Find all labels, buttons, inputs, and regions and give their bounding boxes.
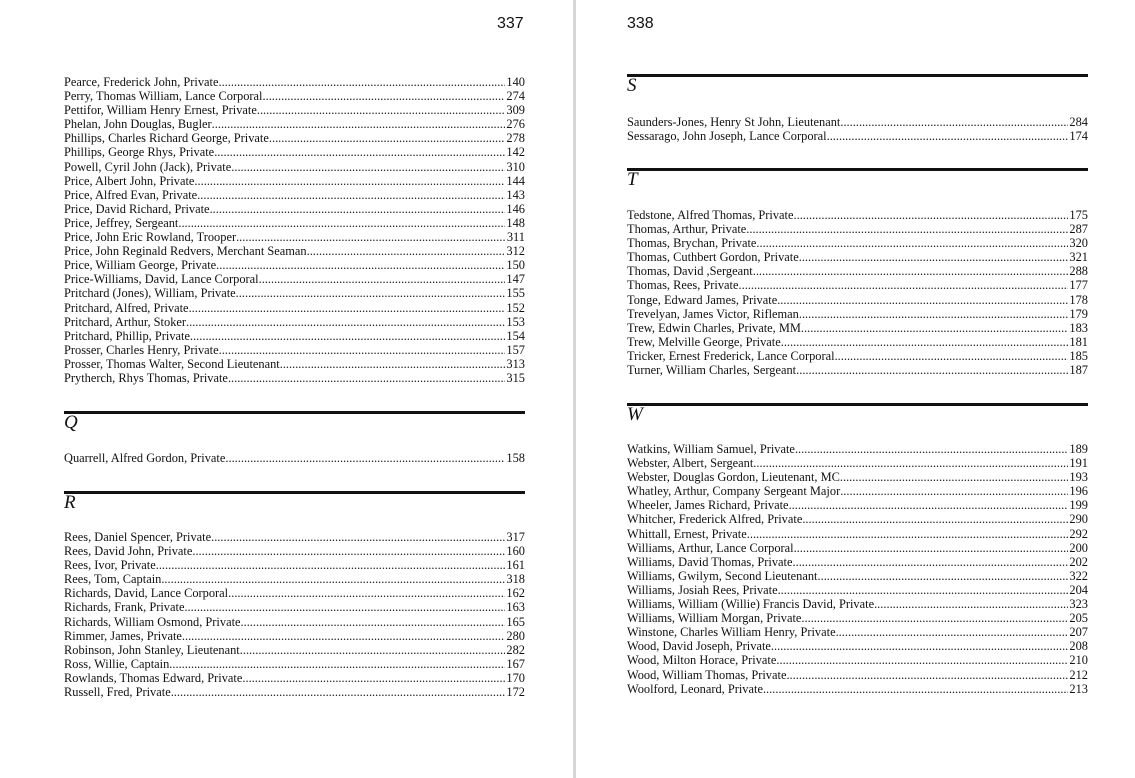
entry-page-number: 320 xyxy=(1069,236,1088,251)
entry-page-number: 318 xyxy=(506,572,525,587)
page-number: 337 xyxy=(497,15,524,32)
entry-page-number: 170 xyxy=(506,670,525,685)
entry-page-number: 315 xyxy=(506,370,525,385)
entry-page-number: 200 xyxy=(1069,540,1088,555)
dot-leader xyxy=(178,216,505,230)
dot-leader xyxy=(190,329,505,343)
dot-leader xyxy=(307,244,506,258)
section-rule-r xyxy=(64,491,525,494)
index-entry xyxy=(64,544,525,558)
index-entry xyxy=(627,264,1088,278)
index-entry xyxy=(627,349,1088,363)
entry-page-number: 317 xyxy=(506,530,525,544)
entry-name: Williams, Josiah Rees, Private xyxy=(627,582,778,597)
entry-name: Williams, Gwilym, Second Lieutenant xyxy=(627,568,818,583)
entry-page-number: 278 xyxy=(506,131,525,146)
entry-name: Price, Albert John, Private xyxy=(64,173,195,188)
section-letter-s: S xyxy=(627,75,637,96)
entry-page-number: 165 xyxy=(506,614,525,629)
index-list-q xyxy=(64,451,525,465)
dot-leader xyxy=(781,335,1069,349)
entry-page-number: 174 xyxy=(1069,129,1088,144)
entry-page-number: 172 xyxy=(506,685,525,700)
dot-leader xyxy=(827,129,1069,143)
entry-page-number: 274 xyxy=(506,89,525,104)
index-entry xyxy=(64,286,525,300)
index-entry xyxy=(627,597,1088,611)
index-entry xyxy=(64,230,525,244)
index-entry xyxy=(64,643,525,657)
dot-leader xyxy=(257,103,506,117)
index-entry xyxy=(627,293,1088,307)
page-number: 338 xyxy=(627,15,654,32)
dot-leader xyxy=(746,222,1068,236)
index-entry xyxy=(64,530,525,544)
index-entry xyxy=(627,250,1088,264)
dot-leader xyxy=(182,629,506,643)
entry-page-number: 323 xyxy=(1069,597,1088,612)
entry-name: Wood, David Joseph, Private xyxy=(627,639,771,654)
dot-leader xyxy=(263,89,506,103)
entry-page-number: 202 xyxy=(1069,554,1088,569)
dot-leader xyxy=(840,484,1068,498)
index-entry xyxy=(64,103,525,117)
entry-page-number: 144 xyxy=(506,173,525,188)
index-entry xyxy=(627,363,1088,377)
index-entry xyxy=(627,541,1088,555)
dot-leader xyxy=(225,451,505,465)
index-entry xyxy=(627,129,1088,143)
index-entry xyxy=(627,208,1088,222)
dot-leader xyxy=(231,160,505,174)
dot-leader xyxy=(836,625,1069,639)
entry-page-number: 276 xyxy=(506,117,525,132)
index-entry xyxy=(64,558,525,572)
dot-leader xyxy=(818,569,1069,583)
entry-name: Price, John Reginald Redvers, Merchant Seaman xyxy=(64,244,307,259)
dot-leader xyxy=(753,264,1069,278)
entry-page-number: 208 xyxy=(1069,639,1088,654)
entry-page-number: 158 xyxy=(506,451,525,465)
entry-name: Thomas, Rees, Private xyxy=(627,278,739,293)
dot-leader xyxy=(156,558,506,572)
index-entry xyxy=(64,586,525,600)
dot-leader xyxy=(184,600,505,614)
entry-name: Rees, Tom, Captain xyxy=(64,572,162,587)
entry-name: Sessarago, John Joseph, Lance Corporal xyxy=(627,129,827,144)
entry-page-number: 152 xyxy=(506,300,525,315)
dot-leader xyxy=(259,272,506,286)
dot-leader xyxy=(789,498,1069,512)
entry-page-number: 193 xyxy=(1069,470,1088,485)
entry-name: Rimmer, James, Private xyxy=(64,628,182,643)
dot-leader xyxy=(756,236,1068,250)
entry-name: Pritchard, Phillip, Private xyxy=(64,328,190,343)
index-entry xyxy=(64,202,525,216)
entry-page-number: 205 xyxy=(1069,611,1088,626)
index-entry xyxy=(64,343,525,357)
index-entry xyxy=(627,625,1088,639)
entry-page-number: 292 xyxy=(1069,526,1088,541)
dot-leader xyxy=(194,174,505,188)
entry-page-number: 310 xyxy=(506,159,525,174)
index-entry xyxy=(627,335,1088,349)
entry-page-number: 150 xyxy=(506,258,525,273)
entry-page-number: 189 xyxy=(1069,442,1088,456)
entry-name: Prosser, Charles Henry, Private xyxy=(64,342,219,357)
dot-leader xyxy=(242,671,505,685)
index-entry xyxy=(627,456,1088,470)
index-entry xyxy=(64,117,525,131)
dot-leader xyxy=(212,117,506,131)
dot-leader xyxy=(771,639,1069,653)
section-rule-t xyxy=(627,168,1088,171)
entry-name: Thomas, David ,Sergeant xyxy=(627,264,753,279)
entry-name: Saunders-Jones, Henry St John, Lieutenant xyxy=(627,115,841,129)
dot-leader xyxy=(778,583,1069,597)
dot-leader xyxy=(280,357,506,371)
entry-name: Phillips, George Rhys, Private xyxy=(64,145,215,160)
entry-name: Rowlands, Thomas Edward, Private xyxy=(64,670,243,685)
index-entry xyxy=(627,278,1088,292)
entry-name: Rees, Daniel Spencer, Private xyxy=(64,530,212,544)
dot-leader xyxy=(169,657,505,671)
index-entry xyxy=(64,272,525,286)
index-entry xyxy=(64,301,525,315)
entry-name: Perry, Thomas William, Lance Corporal xyxy=(64,89,263,104)
entry-name: Williams, Arthur, Lance Corporal xyxy=(627,540,794,555)
dot-leader xyxy=(219,343,506,357)
index-entry xyxy=(64,657,525,671)
entry-name: Rees, David John, Private xyxy=(64,544,193,559)
dot-leader xyxy=(739,278,1069,292)
dot-leader xyxy=(795,442,1068,456)
entry-name: Watkins, William Samuel, Private xyxy=(627,442,795,456)
index-entry xyxy=(627,321,1088,335)
dot-leader xyxy=(801,321,1068,335)
entry-page-number: 154 xyxy=(506,328,525,343)
entry-name: Pritchard (Jones), William, Private xyxy=(64,286,236,301)
dot-leader xyxy=(241,615,506,629)
index-entry xyxy=(64,174,525,188)
entry-page-number: 162 xyxy=(506,586,525,601)
entry-page-number: 282 xyxy=(506,642,525,657)
entry-page-number: 183 xyxy=(1069,320,1088,335)
dot-leader xyxy=(794,208,1069,222)
entry-name: Pearce, Frederick John, Private xyxy=(64,75,219,89)
entry-page-number: 140 xyxy=(506,75,525,89)
entry-name: Williams, William (Willie) Francis David, Private xyxy=(627,597,875,612)
entry-name: Trew, Edwin Charles, Private, MM xyxy=(627,320,801,335)
entry-name: Wood, William Thomas, Private xyxy=(627,667,787,682)
entry-page-number: 153 xyxy=(506,314,525,329)
index-entry xyxy=(627,569,1088,583)
dot-leader xyxy=(802,512,1068,526)
entry-page-number: 187 xyxy=(1069,363,1088,378)
entry-name: Prosser, Thomas Walter, Second Lieutenant xyxy=(64,356,280,371)
entry-page-number: 175 xyxy=(1069,208,1088,222)
entry-name: Pritchard, Arthur, Stoker xyxy=(64,314,187,329)
dot-leader xyxy=(786,668,1068,682)
section-letter-w: W xyxy=(627,404,643,425)
entry-name: Price, David Richard, Private xyxy=(64,201,210,216)
entry-name: Richards, Frank, Private xyxy=(64,600,185,615)
index-entry xyxy=(64,188,525,202)
index-entry xyxy=(64,685,525,699)
index-entry xyxy=(64,615,525,629)
entry-name: Webster, Douglas Gordon, Lieutenant, MC xyxy=(627,470,840,485)
section-letter-q: Q xyxy=(64,412,78,433)
entry-name: Robinson, John Stanley, Lieutenant xyxy=(64,642,240,657)
entry-name: Richards, William Osmond, Private xyxy=(64,614,241,629)
index-entry xyxy=(627,442,1088,456)
entry-name: Whittall, Ernest, Private xyxy=(627,526,747,541)
index-list-s xyxy=(627,115,1088,143)
section-letter-t: T xyxy=(627,169,638,190)
section-letter-r: R xyxy=(64,492,76,513)
dot-leader xyxy=(776,653,1068,667)
index-entry xyxy=(627,498,1088,512)
entry-name: Winstone, Charles William Henry, Private xyxy=(627,625,836,640)
entry-name: Pettifor, William Henry Ernest, Private xyxy=(64,103,257,118)
dot-leader xyxy=(796,363,1068,377)
entry-name: Rees, Ivor, Private xyxy=(64,558,156,573)
entry-page-number: 191 xyxy=(1069,456,1088,471)
entry-page-number: 210 xyxy=(1069,653,1088,668)
entry-name: Powell, Cyril John (Jack), Private xyxy=(64,159,232,174)
index-entry xyxy=(64,75,525,89)
index-entry xyxy=(627,583,1088,597)
entry-name: Tricker, Ernest Frederick, Lance Corporal xyxy=(627,348,835,363)
index-list-r xyxy=(64,530,525,699)
entry-page-number: 280 xyxy=(506,628,525,643)
dot-leader xyxy=(240,643,506,657)
index-entry xyxy=(64,131,525,145)
dot-leader xyxy=(236,286,506,300)
dot-leader xyxy=(793,555,1069,569)
dot-leader xyxy=(192,544,505,558)
dot-leader xyxy=(269,131,506,145)
entry-page-number: 161 xyxy=(506,558,525,573)
entry-page-number: 148 xyxy=(506,215,525,230)
index-entry xyxy=(627,682,1088,696)
index-entry xyxy=(627,307,1088,321)
entry-page-number: 155 xyxy=(506,286,525,301)
entry-page-number: 322 xyxy=(1069,568,1088,583)
entry-page-number: 185 xyxy=(1069,348,1088,363)
index-entry xyxy=(627,527,1088,541)
entry-name: Williams, William Morgan, Private xyxy=(627,611,802,626)
entry-name: Thomas, Brychan, Private xyxy=(627,236,757,251)
entry-page-number: 321 xyxy=(1069,250,1088,265)
entry-page-number: 213 xyxy=(1069,681,1088,696)
index-entry xyxy=(627,555,1088,569)
entry-name: Price, William George, Private xyxy=(64,258,217,273)
entry-name: Wood, Milton Horace, Private xyxy=(627,653,777,668)
dot-leader xyxy=(747,527,1069,541)
entry-page-number: 204 xyxy=(1069,582,1088,597)
entry-name: Price-Williams, David, Lance Corporal xyxy=(64,272,259,287)
dot-leader xyxy=(753,456,1068,470)
entry-name: Wheeler, James Richard, Private xyxy=(627,498,789,513)
dot-leader xyxy=(799,307,1069,321)
entry-name: Price, John Eric Rowland, Trooper xyxy=(64,230,237,245)
entry-page-number: 212 xyxy=(1069,667,1088,682)
entry-page-number: 311 xyxy=(506,230,525,245)
entry-page-number: 309 xyxy=(506,103,525,118)
entry-name: Webster, Albert, Sergeant xyxy=(627,456,754,471)
dot-leader xyxy=(874,597,1068,611)
index-entry xyxy=(64,160,525,174)
dot-leader xyxy=(210,202,506,216)
entry-page-number: 313 xyxy=(506,356,525,371)
dot-leader xyxy=(840,115,1068,129)
index-entry xyxy=(627,484,1088,498)
dot-leader xyxy=(835,349,1069,363)
index-entry xyxy=(64,329,525,343)
entry-name: Prytherch, Rhys Thomas, Private xyxy=(64,370,228,385)
dot-leader xyxy=(189,301,506,315)
entry-page-number: 312 xyxy=(506,244,525,259)
index-entry xyxy=(64,357,525,371)
entry-page-number: 160 xyxy=(506,544,525,559)
entry-name: Russell, Fred, Private xyxy=(64,685,171,700)
entry-page-number: 287 xyxy=(1069,222,1088,237)
index-list-p xyxy=(64,75,525,385)
entry-name: Whitcher, Frederick Alfred, Private xyxy=(627,512,803,527)
index-entry xyxy=(64,315,525,329)
entry-page-number: 142 xyxy=(506,145,525,160)
entry-name: Thomas, Cuthbert Gordon, Private xyxy=(627,250,799,265)
entry-name: Williams, David Thomas, Private xyxy=(627,554,793,569)
entry-page-number: 167 xyxy=(506,656,525,671)
index-entry xyxy=(64,371,525,385)
index-list-w xyxy=(627,442,1088,696)
index-entry xyxy=(627,470,1088,484)
index-entry xyxy=(627,115,1088,129)
index-entry xyxy=(64,451,525,465)
entry-name: Phelan, John Douglas, Bugler xyxy=(64,117,212,132)
index-entry xyxy=(64,671,525,685)
entry-name: Turner, William Charles, Sergeant xyxy=(627,363,797,378)
entry-page-number: 147 xyxy=(506,272,525,287)
entry-name: Tedstone, Alfred Thomas, Private xyxy=(627,208,794,222)
index-entry xyxy=(627,653,1088,667)
entry-name: Whatley, Arthur, Company Sergeant Major xyxy=(627,484,841,499)
dot-leader xyxy=(218,75,505,89)
index-entry xyxy=(627,236,1088,250)
entry-name: Quarrell, Alfred Gordon, Private xyxy=(64,451,226,465)
index-entry xyxy=(64,600,525,614)
entry-page-number: 146 xyxy=(506,201,525,216)
dot-leader xyxy=(799,250,1069,264)
entry-page-number: 163 xyxy=(506,600,525,615)
dot-leader xyxy=(161,572,505,586)
entry-page-number: 179 xyxy=(1069,306,1088,321)
entry-page-number: 157 xyxy=(506,342,525,357)
dot-leader xyxy=(228,586,505,600)
entry-page-number: 284 xyxy=(1069,115,1088,129)
index-entry xyxy=(627,611,1088,625)
index-entry xyxy=(627,222,1088,236)
dot-leader xyxy=(197,188,505,202)
entry-name: Trew, Melville George, Private xyxy=(627,334,781,349)
entry-page-number: 143 xyxy=(506,187,525,202)
right-page xyxy=(576,0,1135,778)
dot-leader xyxy=(171,685,506,699)
dot-leader xyxy=(216,258,505,272)
dot-leader xyxy=(214,145,505,159)
entry-name: Richards, David, Lance Corporal xyxy=(64,586,229,601)
index-entry xyxy=(64,629,525,643)
entry-page-number: 177 xyxy=(1069,278,1088,293)
entry-page-number: 196 xyxy=(1069,484,1088,499)
entry-name: Price, Alfred Evan, Private xyxy=(64,187,198,202)
entry-name: Thomas, Arthur, Private xyxy=(627,222,747,237)
dot-leader xyxy=(186,315,505,329)
entry-name: Pritchard, Alfred, Private xyxy=(64,300,189,315)
entry-page-number: 207 xyxy=(1069,625,1088,640)
index-entry xyxy=(627,512,1088,526)
entry-page-number: 199 xyxy=(1069,498,1088,513)
dot-leader xyxy=(794,541,1069,555)
dot-leader xyxy=(840,470,1069,484)
dot-leader xyxy=(211,530,505,544)
section-rule-w xyxy=(627,403,1088,406)
index-entry xyxy=(627,668,1088,682)
entry-name: Trevelyan, James Victor, Rifleman xyxy=(627,306,799,321)
entry-page-number: 181 xyxy=(1069,334,1088,349)
dot-leader xyxy=(763,682,1068,696)
index-entry xyxy=(64,89,525,103)
entry-name: Phillips, Charles Richard George, Private xyxy=(64,131,269,146)
dot-leader xyxy=(236,230,506,244)
index-entry xyxy=(64,216,525,230)
section-rule-q xyxy=(64,411,525,414)
entry-name: Ross, Willie, Captain xyxy=(64,656,170,671)
index-entry xyxy=(627,639,1088,653)
dot-leader xyxy=(228,371,505,385)
dot-leader xyxy=(777,293,1068,307)
index-entry xyxy=(64,572,525,586)
index-entry xyxy=(64,258,525,272)
section-rule-s xyxy=(627,74,1088,77)
index-list-t xyxy=(627,208,1088,377)
entry-page-number: 178 xyxy=(1069,292,1088,307)
index-entry xyxy=(64,145,525,159)
entry-name: Woolford, Leonard, Private xyxy=(627,681,763,696)
dot-leader xyxy=(801,611,1068,625)
entry-name: Tonge, Edward James, Private xyxy=(627,292,778,307)
index-entry xyxy=(64,244,525,258)
entry-page-number: 290 xyxy=(1069,512,1088,527)
entry-name: Price, Jeffrey, Sergeant xyxy=(64,215,179,230)
entry-page-number: 288 xyxy=(1069,264,1088,279)
